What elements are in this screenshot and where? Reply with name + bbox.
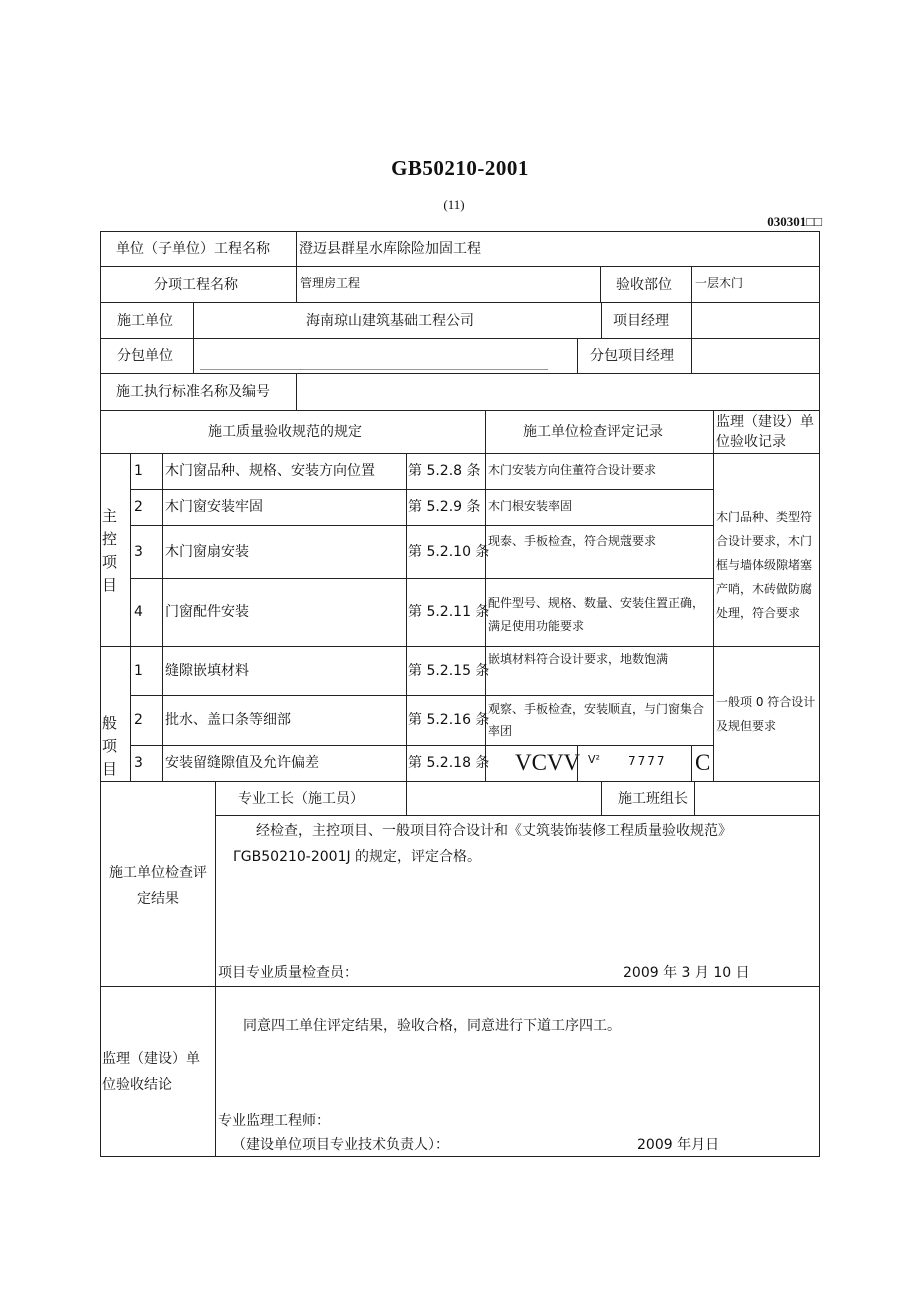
main-item-clause: 第 5.2.10 条	[408, 544, 490, 560]
inspection-date: 2009 年 3 月 10 日	[623, 965, 750, 981]
supervision-header: 监理（建设）单位验收记录	[716, 414, 814, 450]
conclusion-text: 同意四工单住评定结果，验收合格，同意进行下道工序四工。	[243, 1018, 621, 1034]
contractor-value: 海南琼山建筑基础工程公司	[306, 313, 474, 329]
general-record-a: VCVV	[515, 750, 581, 775]
project-manager-label: 项目经理	[613, 313, 669, 329]
team-leader-label: 施工班组长	[618, 791, 688, 807]
general-item-no: 2	[134, 712, 143, 728]
unit-value: 澄迈县群星水库除险加固工程	[299, 241, 481, 257]
main-supervision-note: 木门品种、类型符合设计要求，木门框与墙体级隙堵塞产哨，木砖做防腐处理，符合要求	[716, 510, 813, 620]
general-supervision-note: 一般项 0 符合设计及规但要求	[716, 695, 816, 733]
inspection-label: 施工单位检查评定结果	[109, 865, 207, 907]
main-item-clause: 第 5.2.9 条	[408, 499, 481, 515]
form-code: 030301□□	[767, 214, 822, 229]
form-title: GB50210-2001	[391, 156, 529, 180]
general-item-name: 缝隙嵌填材料	[165, 663, 249, 679]
general-record-b: V²	[588, 753, 600, 766]
general-record-c: 7777	[628, 754, 667, 768]
general-record-d: C	[695, 750, 711, 775]
main-control-label: 主控项目	[102, 507, 118, 594]
main-item-record: 配件型号、规格、数量、安装住置正确，满足使用功能要求	[488, 596, 705, 633]
conclusion-date: 2009 年月日	[637, 1137, 720, 1153]
main-item-no: 4	[134, 604, 143, 620]
main-item-no: 2	[134, 499, 143, 515]
general-item-name: 安装留缝隙值及允许偏差	[165, 755, 319, 771]
subcontractor-label: 分包单位	[117, 348, 173, 364]
sub-manager-label: 分包项目经理	[590, 348, 674, 364]
general-item-clause: 第 5.2.15 条	[408, 663, 490, 679]
general-item-clause: 第 5.2.18 条	[408, 755, 490, 771]
conclusion-label: 监理（建设）单位验收结论	[102, 1051, 200, 1093]
main-item-name: 木门窗安装牢固	[165, 499, 263, 515]
general-item-name: 批水、盖口条等细部	[165, 712, 291, 728]
general-item-record: 嵌填材料符合设计要求，地数饱满	[488, 652, 669, 666]
main-item-no: 3	[134, 544, 143, 560]
acceptance-part-value: 一层木门	[695, 276, 744, 290]
main-item-name: 门窗配件安装	[165, 604, 249, 620]
spec-header: 施工质量验收规范的规定	[208, 424, 362, 440]
inspection-text-line2: ΓGB50210-2001J 的规定，评定合格。	[233, 849, 482, 865]
main-item-clause: 第 5.2.11 条	[408, 604, 490, 620]
main-item-name: 木门窗品种、规格、安装方向位置	[165, 463, 375, 479]
subproject-value: 管理房工程	[300, 276, 361, 290]
main-item-no: 1	[134, 463, 143, 479]
engineer-label: 专业监理工程师：	[218, 1113, 330, 1129]
main-item-record: 现泰、手板检查，符合规蔻要求	[488, 534, 657, 548]
general-item-record: 观察、手板检查，安装顺直，与门窗集合率团	[488, 702, 705, 738]
contractor-label: 施工单位	[117, 313, 173, 329]
general-item-no: 1	[134, 663, 143, 679]
subproject-label: 分项工程名称	[154, 277, 238, 293]
record-header: 施工单位检查评定记录	[523, 424, 663, 440]
unit-label: 单位（子单位）工程名称	[116, 241, 270, 257]
inspection-text-line1: 经检查，主控项目、一般项目符合设计和《丈筑装饰装修工程质量验收规范》	[256, 823, 732, 839]
general-item-no: 3	[134, 755, 143, 771]
main-item-record: 木门根安装率固	[488, 499, 573, 513]
form-subtitle: (11)	[443, 197, 465, 212]
general-item-clause: 第 5.2.16 条	[408, 712, 490, 728]
tech-leader-label: （建设单位项目专业技术负责人）：	[232, 1137, 449, 1153]
inspector-label: 项目专业质量检查员：	[218, 965, 358, 981]
general-label: 般项目	[102, 714, 118, 778]
acceptance-part-label: 验收部位	[616, 277, 672, 293]
foreman-label: 专业工长（施工员）	[238, 791, 364, 807]
main-item-record: 木门安装方向住董符合设计要求	[488, 463, 657, 477]
main-item-name: 木门窗扇安装	[165, 544, 249, 560]
standard-label: 施工执行标准名称及编号	[116, 384, 270, 400]
main-item-clause: 第 5.2.8 条	[408, 463, 481, 479]
